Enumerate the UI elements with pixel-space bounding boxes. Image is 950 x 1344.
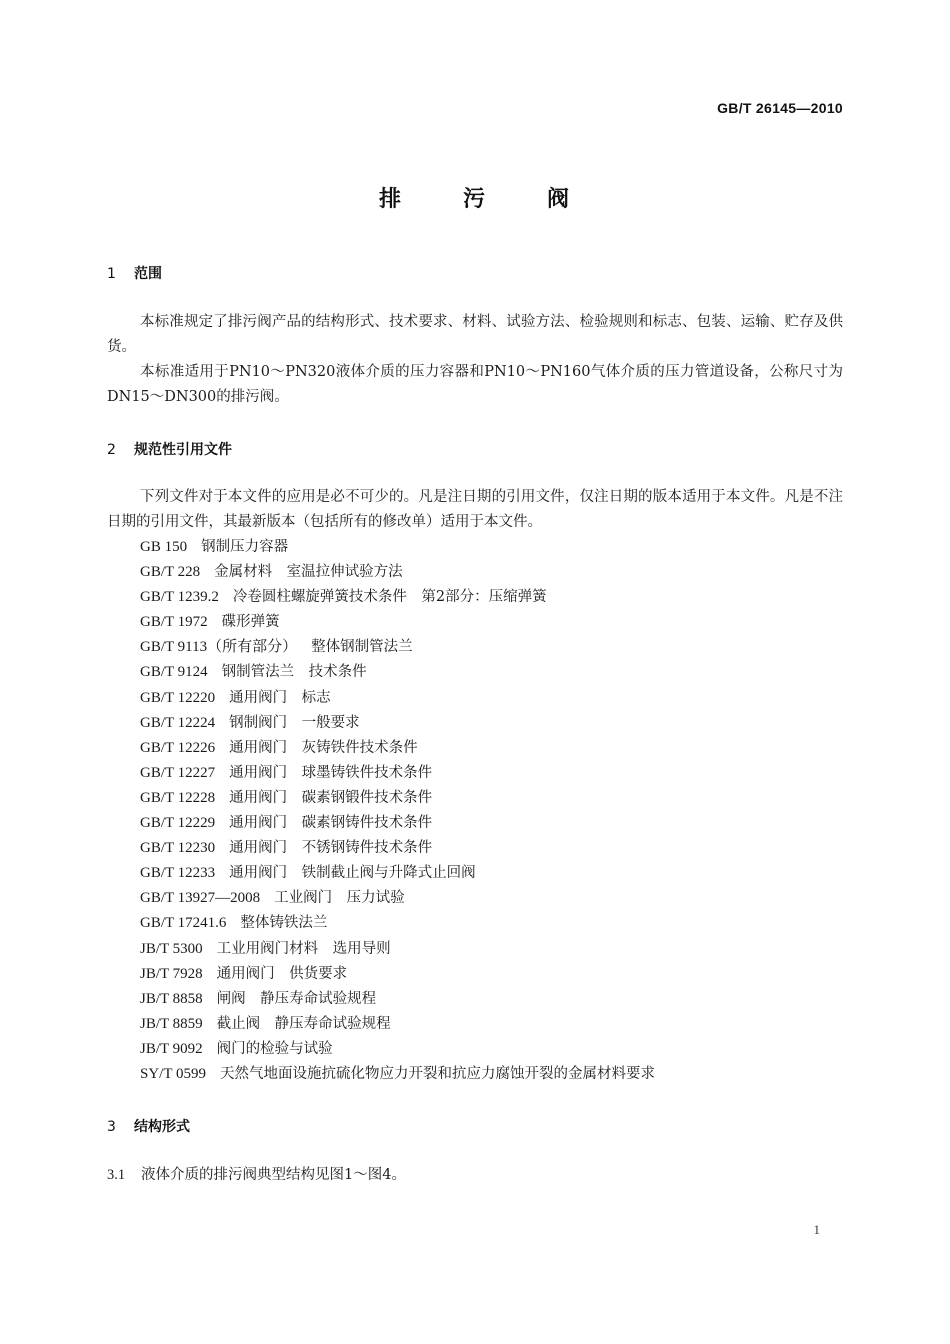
section-number: 3 — [107, 1119, 116, 1135]
reference-title: 通用阀门 不锈钢铸件技术条件 — [229, 840, 433, 857]
clause-text: 液体介质的排污阀典型结构见图1～图4。 — [141, 1167, 406, 1183]
reference-title: 截止阀 静压寿命试验规程 — [216, 1015, 391, 1032]
reference-item — [140, 937, 655, 962]
reference-title: 钢制阀门 一般要求 — [229, 714, 360, 731]
reference-title: 通用阀门 碳素钢锻件技术条件 — [229, 789, 433, 806]
reference-title: 通用阀门 球墨铸铁件技术条件 — [229, 764, 433, 781]
reference-code: GB/T 12226 — [140, 739, 216, 756]
reference-title: 通用阀门 供货要求 — [216, 965, 348, 982]
title-char: 排 — [378, 187, 403, 212]
reference-title: 钢制压力容器 — [201, 539, 289, 555]
section-heading-scope — [107, 263, 162, 283]
reference-code: GB/T 12220 — [140, 689, 216, 706]
reference-item — [140, 811, 655, 836]
reference-title: 通用阀门 铁制截止阀与升降式止回阀 — [229, 865, 476, 882]
section-heading-references — [107, 439, 232, 459]
scope-paragraph-2: 本标准适用于PN10～PN320液体介质的压力容器和PN10～PN160气体介质的压力管道设备，公称尺寸为DN15～DN300的排污阀。 — [107, 364, 843, 405]
reference-code: GB/T 12230 — [140, 840, 216, 857]
reference-title: 碟形弹簧 — [221, 614, 280, 631]
section-number: 2 — [107, 442, 116, 458]
reference-title: 工业阀门 压力试验 — [274, 890, 405, 907]
reference-item — [140, 535, 655, 560]
reference-code: GB/T 9124 — [140, 664, 208, 681]
reference-item — [140, 786, 655, 811]
reference-code: JB/T 9092 — [140, 1040, 203, 1057]
reference-title: 金属材料 室温拉伸试验方法 — [214, 564, 403, 581]
reference-title: 通用阀门 碳素钢铸件技术条件 — [229, 815, 433, 832]
reference-title: 工业用阀门材料 选用导则 — [216, 940, 391, 957]
reference-item — [140, 1037, 655, 1062]
reference-item — [140, 836, 655, 861]
reference-code: GB/T 1972 — [140, 614, 208, 631]
reference-code: JB/T 5300 — [140, 940, 203, 957]
references-intro: 下列文件对于本文件的应用是必不可少的。凡是注日期的引用文件，仅注日期的版本适用于本文件。凡是不注日期的引用文件，其最新版本（包括所有的修改单）适用于本文件。 — [107, 489, 843, 530]
reference-code: GB/T 12229 — [140, 815, 216, 832]
section-title: 结构形式 — [134, 1119, 190, 1135]
reference-code: JB/T 8858 — [140, 990, 203, 1007]
section-title: 规范性引用文件 — [134, 442, 232, 458]
title-char: 阀 — [547, 187, 572, 212]
reference-title: 整体铸铁法兰 — [240, 915, 328, 932]
reference-code: GB/T 13927—2008 — [140, 890, 261, 907]
reference-item — [140, 962, 655, 987]
reference-item — [140, 761, 655, 786]
reference-item — [140, 686, 655, 711]
reference-code: GB 150 — [140, 539, 188, 555]
reference-title: 冷卷圆柱螺旋弹簧技术条件 第2部分：压缩弹簧 — [232, 589, 547, 606]
reference-title: 钢制管法兰 技术条件 — [221, 664, 367, 681]
reference-item — [140, 911, 655, 936]
reference-item — [140, 736, 655, 761]
reference-item — [140, 635, 655, 660]
standard-code: GB/T 26145—2010 — [717, 100, 843, 116]
reference-item — [140, 861, 655, 886]
reference-title: 整体钢制管法兰 — [311, 639, 413, 656]
reference-title: 阀门的检验与试验 — [216, 1040, 333, 1057]
reference-code: GB/T 12224 — [140, 714, 216, 731]
reference-item — [140, 585, 655, 610]
document-title — [0, 182, 950, 213]
reference-item — [140, 1012, 655, 1037]
reference-item — [140, 660, 655, 685]
reference-code: SY/T 0599 — [140, 1065, 206, 1082]
reference-title: 通用阀门 灰铸铁件技术条件 — [229, 739, 418, 756]
reference-item — [140, 987, 655, 1012]
reference-code: GB/T 228 — [140, 564, 201, 581]
reference-code: GB/T 9113（所有部分） — [140, 639, 298, 656]
scope-paragraph-1: 本标准规定了排污阀产品的结构形式、技术要求、材料、试验方法、检验规则和标志、包装、运输、贮存及供货。 — [107, 314, 843, 355]
reference-title: 通用阀门 标志 — [229, 689, 331, 706]
reference-code: GB/T 1239.2 — [140, 589, 219, 606]
title-char: 污 — [462, 187, 487, 212]
section-number: 1 — [107, 266, 116, 282]
clause-3-1 — [107, 1163, 406, 1188]
section-heading-structure — [107, 1116, 190, 1136]
section-title: 范围 — [134, 266, 162, 282]
clause-number: 3.1 — [107, 1167, 126, 1183]
reference-code: GB/T 12228 — [140, 789, 216, 806]
page-number: 1 — [813, 1222, 820, 1237]
reference-code: GB/T 12233 — [140, 865, 216, 882]
reference-title: 闸阀 静压寿命试验规程 — [216, 990, 377, 1007]
reference-item — [140, 1062, 655, 1087]
reference-item — [140, 610, 655, 635]
reference-code: JB/T 7928 — [140, 965, 203, 982]
reference-item — [140, 886, 655, 911]
reference-list — [140, 535, 655, 1087]
reference-item — [140, 560, 655, 585]
reference-code: GB/T 12227 — [140, 764, 216, 781]
reference-title: 天然气地面设施抗硫化物应力开裂和抗应力腐蚀开裂的金属材料要求 — [219, 1065, 655, 1082]
reference-item — [140, 711, 655, 736]
reference-code: JB/T 8859 — [140, 1015, 203, 1032]
reference-code: GB/T 17241.6 — [140, 915, 227, 932]
